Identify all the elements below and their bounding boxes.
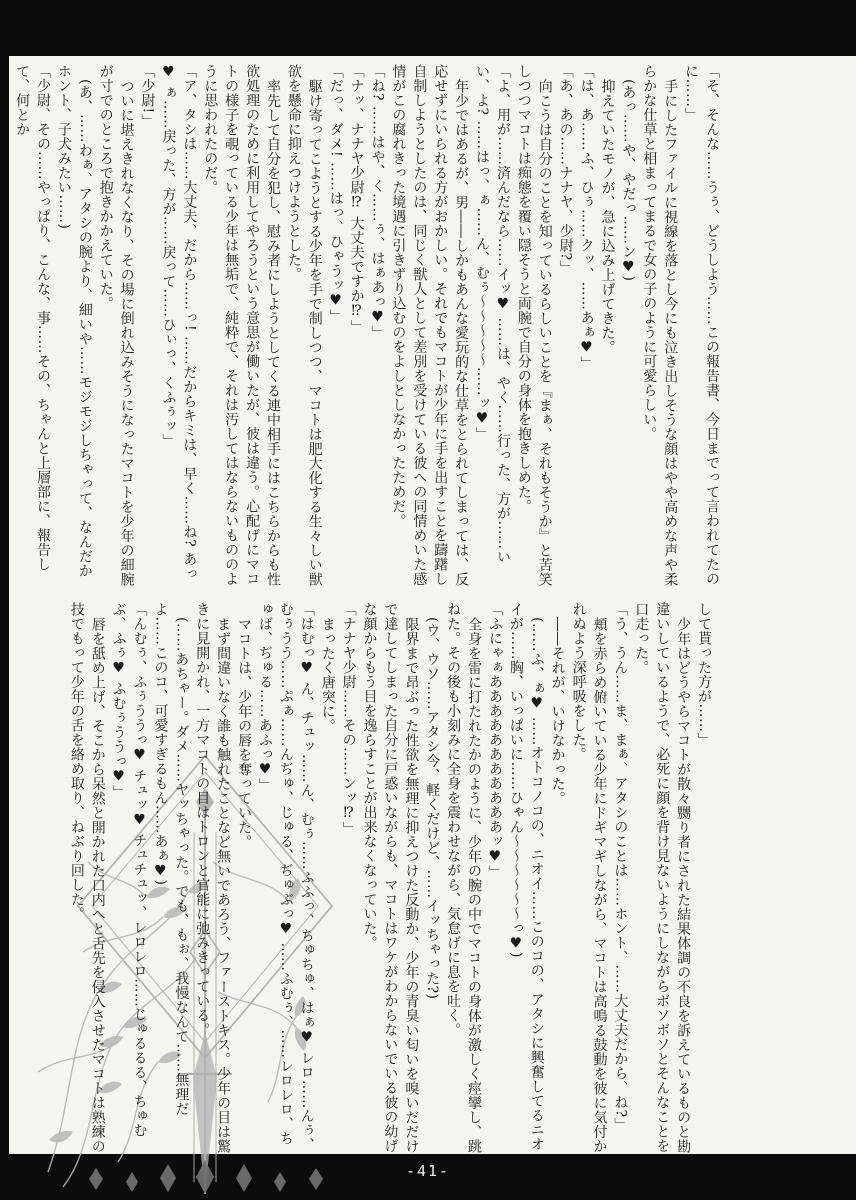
text-column-paragraph: 唇を舐め上げ、そこから呆然と開かれた口内へと舌先を侵入させたマコトは熟練の技でもって少年の舌を絡め取り、ねぶり回した。 xyxy=(68,602,106,1154)
page-number: -41- xyxy=(405,1162,451,1180)
text-column-paragraph: 手にしたファイルに視線を落とし今にも泣き出しそうな顔はやや高めな声や柔らかな仕草と相まってまるで女の子のように可愛らしい。 xyxy=(641,64,679,587)
top-text-block xyxy=(14,64,722,592)
text-column-paragraph: 「ふにゃぁあああああああああああッ♥」 xyxy=(486,602,503,880)
text-column-paragraph: 全身を雷に打たれたかのように、少年の腕の中でマコトの身体が激しく痙攣し、跳ねた。その後も小刻みに全身を震わせながら、気怠げに息を吐く。 xyxy=(445,602,483,1154)
text-column-paragraph: 「は、あ……ふ、ひぅ……クッ、……あぁ♥」 xyxy=(578,64,595,371)
bottom-text-block xyxy=(68,602,714,1158)
text-column-paragraph: 「だっ、ダメ! ……はっ、ひゃうッ♥」 xyxy=(327,64,344,324)
text-column-paragraph: 「う、うん……ま、まぁ、アタシのことは……ホント、……大丈夫だから、ね?」 xyxy=(612,602,629,1133)
text-column-paragraph: 「そ、そんな……うぅ、どうしよう……この報告書、今日までって言われてたのに……」 xyxy=(683,64,720,586)
text-column-paragraph: 「ナナヤ少尉……その……ンッ⁉」 xyxy=(340,602,357,836)
text-column-paragraph: 「少尉!」 xyxy=(139,64,156,129)
text-column-paragraph: 率先して自分を犯し、慰み者にしようとしてくる連中相手にはこちらからも性欲処理のために利用してやろうという意思が働いたが、彼は違う。心配げにマコトの様子を覗っている少年は無垢で、純粋で、それは汚してはならないもののように思われたのだ。 xyxy=(202,64,281,587)
text-column-paragraph: ――それが、いけなかった。 xyxy=(549,617,566,806)
text-column-paragraph: まず間違いなく誰も触れたことなど無いであろう、ファーストキス。少年の目は驚きに見開かれ、一方マコトの目はトロンと官能に弛みきっている。 xyxy=(194,602,232,1154)
text-column-paragraph: (……ふ、ぁ♥ ……オトコノコの、ニオイ……このコの、アタシに興奮してるニオイが……胸、いっぱいに……ひゃん〜〜〜〜〜〜っ♥) xyxy=(507,602,545,1152)
scan-border-left xyxy=(0,0,9,1200)
text-column-paragraph: (……あちゃー。ダメ……ヤッちゃった。でも、もぉ、我慢なんて……無理だよ……このコ、可愛すぎるもん……あぁ♥) xyxy=(152,602,190,1116)
text-column-paragraph: ついに堪えきれなくなり、その場に倒れ込みそうになったマコトを少年の細腕が寸でのところで抱きかかえていた。 xyxy=(97,64,135,587)
text-column-paragraph: して貰った方が……」 xyxy=(696,602,712,747)
text-column-paragraph: 「ナッ、ナナヤ少尉⁉ 大丈夫ですか⁉」 xyxy=(348,64,365,334)
text-column-paragraph: (あっ……や、やだっ……ン♥) xyxy=(620,79,637,282)
text-column-paragraph: 「ア、タシは……大丈夫、だから……っ! ……だからキミは、早く……ね? あっ♥ ぁ……戻った、方が……戻って……ひぃっ、くふぅッ」 xyxy=(160,64,198,582)
text-column-paragraph: 「はむっ♥ ん、チュッ……ん、むぅ……ふふっ、ちゅちゅ、はぁ♥ レロ……んぅ、むぅうう……ぷぁ……んぢゅ、じゅる、ぢゅぶっ♥ ……ふむぅ、……レロレロ、ちゅば、ぢゅる……あふっ♥」 xyxy=(256,602,315,1153)
text-column-paragraph: 年少ではあるが、男――しかもあんな愛玩的な仕草をとられてしまっては、反応せずにいられる方がおかしい。それでもマコトが少年に手を出すことを躊躇し自制しようとしたのは、同じく獣人として差別を受けている彼への同情めいた感情がこの腐れきった境遇に引きずり込むのをよしとしなかったためだ。 xyxy=(390,64,470,587)
text-column-paragraph: 頬を赤らめ俯いている少年にドギマギしながら、マコトは高鳴る鼓動を彼に気付かれぬよう深呼吸をした。 xyxy=(570,602,608,1154)
text-column-paragraph: 抑えていたモノが、急に込み上げてきた。 xyxy=(599,79,616,355)
text-column-paragraph: 向こうは自分のことを知っているらしいことを『まぁ、それもそうか』と苦笑しつつマコトは痴態を覆い隠そうと両腕で自分の身体を抱きしめた。 xyxy=(515,64,553,587)
text-column-paragraph: 「あ、あの……ナナヤ、少尉?」 xyxy=(557,64,574,276)
text-column-paragraph: 限界まで昂ぶった性欲を無理に抑えつけた反動か、少年の青臭い匂いを嗅いだだけで達してしまった自分に戸惑いながらも、マコトはワケがわからないでいる彼の幼げな顔からもう目を逸らすことが出来なくなっていた。 xyxy=(361,602,420,1154)
scan-border-top xyxy=(0,0,856,56)
text-column-paragraph: (ウ、ウソ……アタシ今、軽くだけど、……イッちゃった?) xyxy=(424,617,441,1000)
text-column-paragraph: 駆け寄ってこようとする少年を手で制しつつ、マコトは肥大化する生々しい獣欲を懸命に抑えつけようとした。 xyxy=(285,64,323,587)
text-column-paragraph: 「ね? ……はや、く……ぅ、はぁあっ♥」 xyxy=(369,64,386,340)
text-column-paragraph: マコトは、少年の唇を奪っていた。 xyxy=(236,617,253,849)
text-column-paragraph: 「んむぅ、ふぅううっ♥ チュッ♥ チュチュッ、レロレロ……じゅるるる、ちゅむぶ、ふぅ♥ ふむぅううっ♥」 xyxy=(110,602,148,1138)
text-column-paragraph: (あ、……わぁ、アタシの腕より、細いや……モジモジしちゃって、なんだかホント、子犬みたい……) xyxy=(55,64,93,578)
text-column-paragraph: 少年はどうやらマコトが散々嬲り者にされた結果体調の不良を訴えているものと勘違いしているようで、必死に顔を背け見ないようにしながらボソボソとそんなことを口走った。 xyxy=(633,602,692,1154)
text-column-paragraph: まったく唐突に。 xyxy=(319,617,336,733)
text-column-paragraph: 「よ、用が……済んだなら……イッ♥ ……は、やく……行った、方が……いい、よ? ……はっ、ぁ……ん、むぅ〜〜〜〜〜……ッ♥」 xyxy=(474,64,511,564)
text-column-paragraph: 「少尉、その……やっぱり、こんな、事……その、ちゃんと上層部に、報告して、何とか xyxy=(14,64,51,572)
